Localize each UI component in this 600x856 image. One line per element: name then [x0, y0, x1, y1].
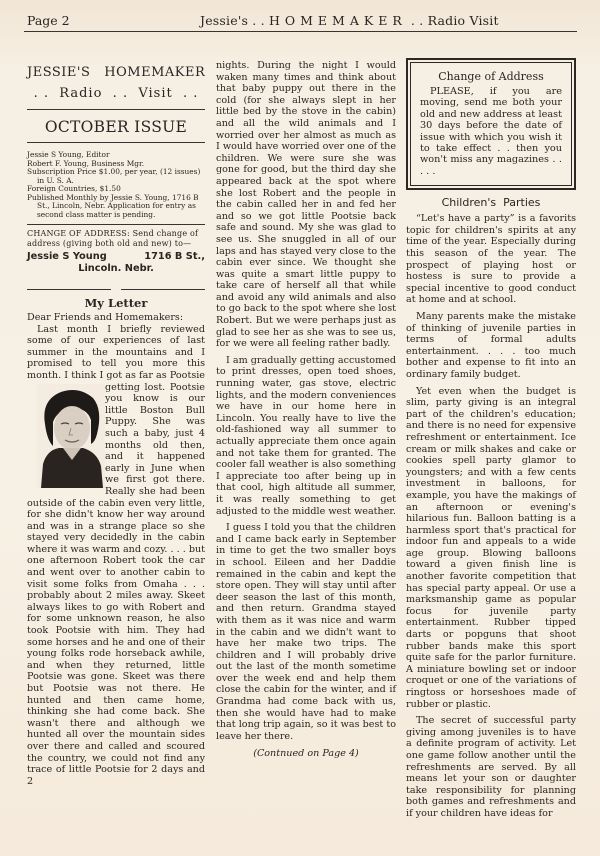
article-paragraph: “Let's have a party” is a favorits topic for children's spirits at any time of the year. Especially during this season of the year. The prospect of playing host or hostess is sure to provide a special incentive to good conduct at home and at school.: [406, 213, 576, 306]
issue-title: OCTOBER ISSUE: [44, 118, 188, 136]
subscription-price: Subscription Price $1.00, per year, (12 issues) in U. S. A.: [27, 167, 201, 185]
split-divider: [27, 289, 205, 290]
portrait-image: [37, 384, 105, 488]
continued-notice: (Contnued on Page 4): [253, 748, 359, 760]
right-column: [406, 60, 576, 820]
middle-column: [216, 60, 396, 759]
box-body: PLEASE, if you are moving, send me both your old and new address at least 30 days before the date of issue with which you wish it to take effect . . then you won't miss any magazines . . . . .: [420, 86, 562, 177]
running-title-suffix: . . Radio Visit: [406, 13, 499, 28]
change-of-address-notice: CHANGE OF ADDRESS: Send change of address (giving both old and new) to—: [27, 229, 199, 248]
mailing-address: [27, 251, 205, 275]
page-header: [24, 10, 577, 32]
address-street: 1716 B St.,: [144, 251, 205, 262]
foreign-price: Foreign Countries, $1.50: [27, 184, 121, 193]
letter-paragraph: I guess I told you that the children and I came back early in September in time to get the two smaller boys in school. Eileen and her Daddie remained in the cabin and kept the store open. They will stay until after deer season the last of this month, and then return. Grandma stayed with them as it was nice and warm in the cabin and we didn't want to have her make two trips. The children and I will probably drive out the last of the month sometime over the week end and help them close the cabin for the winter, and if Grandma had come back with us, then she would have had to make that long trip again, so it was best to leave her there.: [216, 522, 396, 742]
masthead-title: JESSIE'S HOMEMAKER: [27, 65, 206, 80]
address-city: Lincoln. Nebr.: [78, 263, 154, 274]
change-of-address-box: [406, 58, 576, 190]
staff-credits: [27, 151, 205, 219]
salutation: Dear Friends and Homemakers:: [27, 312, 184, 323]
running-title: [200, 13, 499, 28]
letter-paragraph-continued: nights. During the night I would waken many times and think about that baby puppy out there in the cold (for she always slept in her little bed by the stove in the cabin) and all the wild animals and I worried over her almost as much as I would have worried over one of the children. We were sure she was gone for good, but the third day she appeared back at the spot where she lost Robert and the people in the cabin called her in and fed her and so we got little Pootsie back safe and sound. My she was glad to see us. She snuggled in all of our laps and has stayed very close to the cabin ever since. We thought she was quite a smart little puppy to take care of herself all that while and avoid any wild animals and also to go back to the spot where she lost Robert. But we were perhaps just as glad to see her as she was to see us, for we were all feeling rather badly.: [216, 60, 396, 350]
address-name: Jessie S Young: [27, 251, 107, 262]
article-paragraph: Yet even when the budget is slim, party giving is an integral part of the children's education; and there is no need for expensive refreshment or entertainment. Ice cream or milk shakes and cake or cookies spell party glamor to youngsters; and with a few cents investment in balloons, for example, you have the makings of an afternoon or evening's hilarious fun. Balloon batting is a harmless sport that's practical for indoor fun and appeals to a wide age group. Blowing balloons toward a given finish line is another favorite competition that has special party appeal. Or use a marksmanship game as popular focus for juvenile party entertainment. Rubber tipped darts or popguns that shoot rubber bands make this sport quite safe for the parlor furniture. A miniature bowling set or indoor croquet or one of the variations of ringtoss or horseshoes made of rubber or plastic.: [406, 385, 576, 710]
author-photo: [27, 384, 99, 496]
running-title-main: HOMEMAKER: [268, 13, 407, 28]
letter-intro: Last month I briefly reviewed some of our experiences of last summer in the mountains and I promised to tell you more this month. I think I got as far as Pootsie getting lost. Pootsie you know is our little Boston Bull Puppy. She was such a baby, just 4 months old then, and it happened early in June when we first got there. Really she had been outside of the cabin even very little, for she didn't know her way around and was in a strange place so she stayed very decidedly in the cabin where it was warm and cozy. . . . but one afternoon Robert took the car and went over to another cabin to visit some folks from Omaha . . . probably about 2 miles away. Skeet always likes to go with Robert and for some unknown reason, he also took Pootsie with him. They had some horses and he and one of their young folks rode horseback awhile, and when they returned, little Pootsie was gone. Skeet was there but Pootsie was not there. He hunted and then came home, thinking she had come back. She wasn't there and although we hunted all over the mountain sides over there and called and scoured the country, we could not find any trace of little Pootsie for 2 days and 2: [27, 323, 205, 787]
business-manager-credit: Robert F. Young, Business Mgr.: [27, 158, 145, 168]
editor-credit: Jessie S Young, Editor: [27, 150, 110, 159]
letter-paragraph: I am gradually getting accustomed to print dresses, open toed shoes, running water, gas stove, electric lights, and the modern conveniences we have in our home here in Lincoln. You really have to live the old-fashioned way all summer to actually appreciate them once again and not take them for granted. The cooler fall weather is also something I appreciate too after being up in that cool, high altitude all summer, it was really something to get adjusted to the middle west weather.: [216, 354, 396, 517]
watermark: [582, 640, 598, 840]
my-letter-heading: My Letter: [84, 296, 148, 310]
divider: [27, 224, 205, 225]
childrens-parties-heading: Children's Parties: [441, 196, 541, 210]
article-paragraph: Many parents make the mistake of thinking of juvenile parties in terms of formal adults entertainment. . . . too much bother and expense to fit into an ordinary family budget.: [406, 311, 576, 380]
divider: [27, 142, 205, 143]
article-paragraph: The secret of successful party giving among juveniles is to have a definite program of activity. Let one game follow another until the refreshments are served. By all means let your son or daughter take responsibility for planning both games and refreshments and if your children have ideas for: [406, 715, 576, 819]
page-number: Page 2: [27, 13, 70, 28]
box-title: Change of Address: [438, 70, 544, 83]
publication-info: Published Monthly by Jessie S. Young, 1716 B St., Lincoln, Nebr. Application for entry as second class matter is pending.: [27, 192, 199, 219]
left-column: [27, 60, 205, 787]
running-title-prefix: Jessie's . .: [200, 13, 269, 28]
divider: [27, 109, 205, 110]
masthead-subtitle: . . Radio . . Visit . .: [33, 86, 199, 101]
